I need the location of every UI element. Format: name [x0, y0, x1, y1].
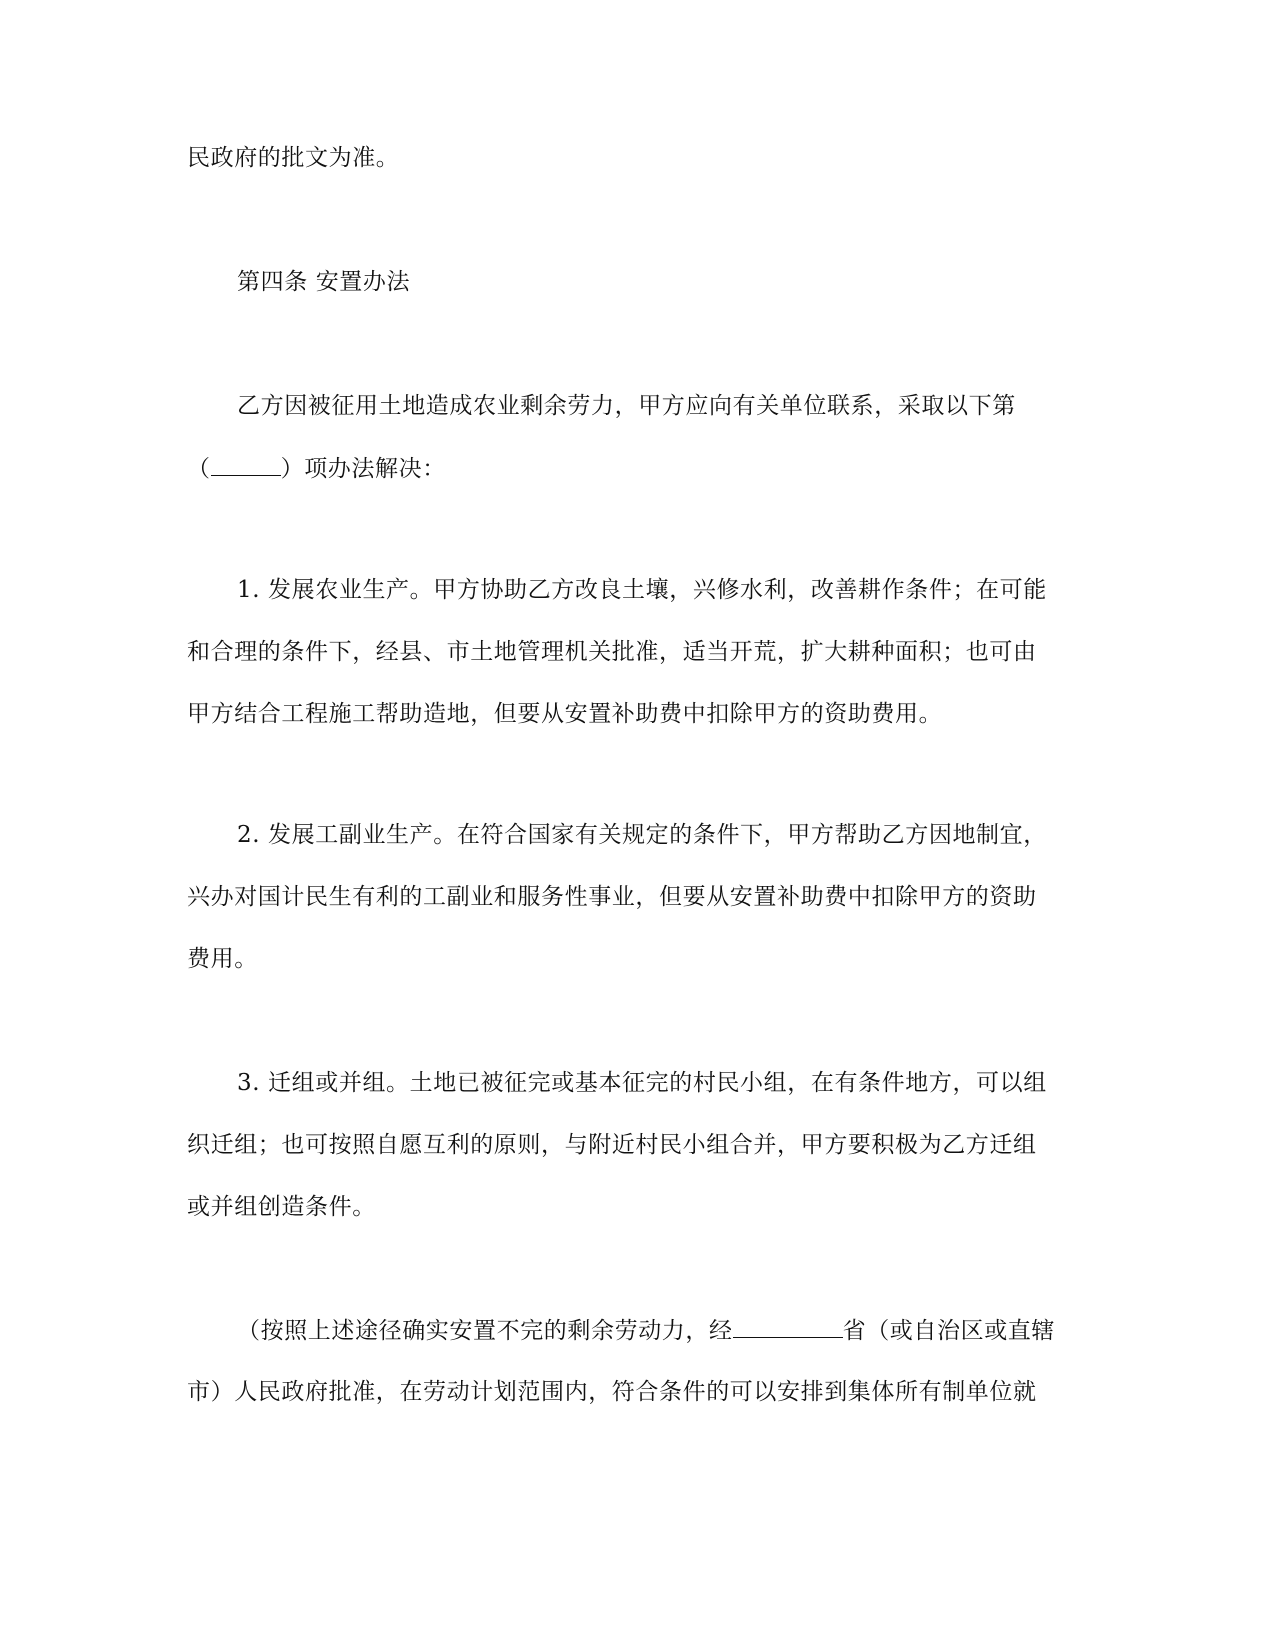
intro-tail-text: 民政府的批文为准。: [187, 145, 400, 171]
paragraph-main-line-1: 乙方因被征用土地造成农业剩余劳力，甲方应向有关单位联系，采取以下第: [237, 393, 1016, 419]
item-3-line-2: 织迁组；也可按照自愿互利的原则，与附近村民小组合并，甲方要积极为乙方迁组: [187, 1132, 1037, 1158]
note-line-2: 市）人民政府批准，在劳动计划范围内，符合条件的可以安排到集体所有制单位就: [187, 1379, 1037, 1405]
item-2-line-3: 费用。: [187, 946, 258, 972]
item-3-line-3: 或并组创造条件。: [187, 1194, 376, 1220]
item-choice-blank[interactable]: [211, 453, 281, 476]
item-1-line-3: 甲方结合工程施工帮助造地，但要从安置补助费中扣除甲方的资助费用。: [187, 701, 943, 727]
item-2-line-1: 2. 发展工副业生产。在符合国家有关规定的条件下，甲方帮助乙方因地制宜，: [237, 822, 1047, 848]
note-line-1-after: 省（或自治区或直辖: [842, 1318, 1056, 1344]
item-1-line-2: 和合理的条件下，经县、市土地管理机关批准，适当开荒，扩大耕种面积；也可由: [187, 639, 1037, 665]
item-2-line-2: 兴办对国计民生有利的工副业和服务性事业，但要从安置补助费中扣除甲方的资助: [187, 884, 1037, 910]
note-line-1-before: （按照上述途径确实安置不完的剩余劳动力，经: [237, 1318, 733, 1344]
paren-close-text: ）项办法解决：: [280, 456, 446, 482]
province-blank[interactable]: [733, 1315, 843, 1338]
paren-open: （: [187, 456, 211, 482]
article-heading: 第四条 安置办法: [237, 269, 411, 295]
paragraph-main-line-2: [187, 453, 446, 484]
item-1-line-1: 1. 发展农业生产。甲方协助乙方改良土壤，兴修水利，改善耕作条件；在可能: [237, 577, 1047, 603]
item-3-line-1: 3. 迁组或并组。土地已被征完或基本征完的村民小组，在有条件地方，可以组: [237, 1070, 1047, 1096]
note-line-1: [237, 1315, 1055, 1346]
